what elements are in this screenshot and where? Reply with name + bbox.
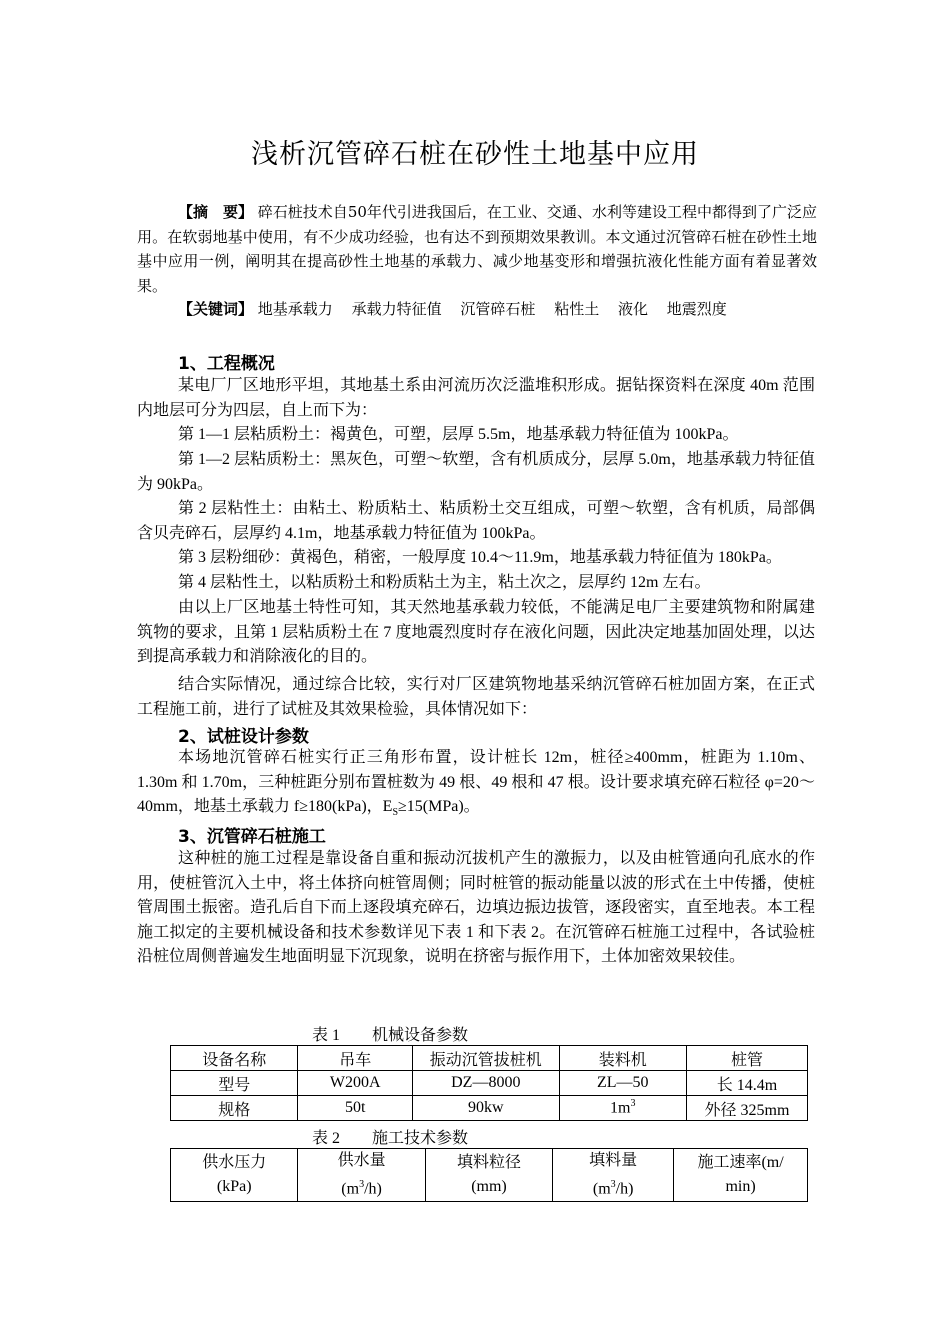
keyword: 粘性土 [554, 300, 600, 318]
paragraph: 第 4 层粘性土，以粘质粉土和粉质粘土为主，粘土次之，层厚约 12m 左右。 [178, 574, 711, 591]
paragraph-text: 本场地沉管碎石桩实行正三角形布置，设计桩长 12m，桩径≥400mm，桩距为 1.10m、1.30m 和 1.70m，三种桩距分别布置桩数为 49 根、49 根和 47 根。设计要求填充碎石粒径 φ=20～40mm，地基土承载力 f≥180(kPa)，E [137, 749, 815, 816]
cell-line: 供水量 [337, 1152, 386, 1169]
cell-line: 施工速率(m/ [697, 1154, 784, 1172]
cell-line: (mm) [471, 1178, 507, 1196]
table-caption: 表 2 施工技术参数 [312, 1130, 469, 1147]
table-cell: DZ—8000 [413, 1071, 560, 1096]
table-cell [674, 1149, 808, 1202]
cell-line [553, 1173, 673, 1201]
abstract-label: 【摘 要】 [178, 203, 254, 221]
keyword: 地基承载力 [257, 300, 333, 318]
section-heading: 1、工程概况 [178, 354, 275, 374]
paragraph: 第 1—1 层粘质粉土：褐黄色，可塑，层厚 5.5m，地基承载力特征值为 100kPa。 [178, 426, 739, 443]
paragraph: 第 3 层粉细砂：黄褐色，稍密，一般厚度 10.4～11.9m，地基承载力特征值为 180kPa。 [178, 549, 782, 566]
table-row [171, 1071, 808, 1096]
paragraph: 某电厂厂区地形平坦，其地基土系由河流历次泛滥堆积形成。据钻探资料在深度 40m 范围内地层可分为四层，自上而下为： [137, 377, 815, 419]
table-cell [298, 1149, 425, 1202]
keywords-line [178, 298, 741, 319]
cell-text: (m [341, 1180, 360, 1198]
keyword: 液化 [617, 300, 648, 318]
paragraph: 这种桩的施工过程是靠设备自重和振动沉拔机产生的激振力，以及由桩管通向孔底水的作用，使桩管沉入土中，将土体挤向桩管周侧；同时桩管的振动能量以波的形式在土中传播，使桩管周围土振密。造孔后自下而上逐段填充碎石，边填边振边拔管，逐段密实，直至地表。本工程施工拟定的主要机械设备和技术参数详见下表 1 和下表 2。在沉管碎石桩施工过程中，各试验桩沿桩位周侧普遍发生地面明显下沉现象，说明在挤密与振作用下，土体加密效果较佳。 [137, 850, 815, 966]
keywords-label: 【关键词】 [178, 300, 254, 318]
superscript: 3 [610, 1179, 616, 1190]
paragraph-text: ≥15(MPa)。 [398, 798, 480, 816]
cell-line: (kPa) [216, 1178, 252, 1196]
table-cell: W200A [298, 1071, 413, 1096]
table-cell: 规格 [171, 1096, 298, 1121]
superscript: 3 [630, 1098, 636, 1110]
table-cell: 设备名称 [171, 1046, 298, 1071]
cell-text: 1m [610, 1099, 631, 1117]
table-cell [559, 1096, 686, 1121]
paragraph: 第 1—2 层粘质粉土：黑灰色，可塑～软塑，含有机质成分，层厚 5.0m，地基承载力特征值为 90kPa。 [137, 451, 815, 493]
cell-line: 供水压力 [202, 1154, 267, 1172]
table-cell: 振动沉管拔桩机 [413, 1046, 560, 1071]
table-cell: ZL—50 [559, 1071, 686, 1096]
abstract-text: 碎石桩技术自50年代引进我国后，在工业、交通、水利等建设工程中都得到了广泛应用。在软弱地基中使用，有不少成功经验，也有达不到预期效果教训。本文通过沉管碎石桩在砂性土地基中应用一例，阐明其在提高砂性土地基的承载力、减少地基变形和增强抗液化性能方面有着显著效果。 [137, 203, 817, 295]
keyword: 承载力特征值 [351, 300, 442, 318]
abstract-paragraph [137, 200, 817, 298]
table-cell: 装料机 [559, 1046, 686, 1071]
construction-params-table [170, 1148, 808, 1202]
cell-text: (m [592, 1180, 611, 1198]
table-row [171, 1096, 808, 1121]
table-cell: 90kw [413, 1096, 560, 1121]
equipment-table [170, 1045, 808, 1121]
cell-line: min) [725, 1178, 756, 1196]
table-cell [425, 1149, 552, 1202]
paragraph: 第 2 层粘性土：由粘土、粉质粘土、粘质粉土交互组成，可塑～软塑，含有机质，局部偶含贝壳碎石，层厚约 4.1m，地基承载力特征值为 100kPa。 [137, 500, 815, 542]
table-cell [553, 1149, 674, 1202]
table-row [171, 1046, 808, 1071]
table-cell: 长 14.4m [686, 1071, 807, 1096]
table-cell [171, 1149, 298, 1202]
table-cell: 桩管 [686, 1046, 807, 1071]
cell-line: 填料量 [589, 1152, 638, 1169]
table-cell: 外径 325mm [686, 1096, 807, 1121]
cell-line: 填料粒径 [456, 1154, 521, 1172]
paragraph [137, 746, 815, 826]
section-heading: 3、沉管碎石桩施工 [178, 827, 326, 847]
table-cell: 50t [298, 1096, 413, 1121]
cell-text: /h) [615, 1180, 634, 1198]
paragraph: 结合实际情况，通过综合比较，实行对厂区建筑物地基采纳沉管碎石桩加固方案，在正式工程施工前，进行了试桩及其效果检验，具体情况如下： [137, 676, 815, 718]
table-caption: 表 1 机械设备参数 [312, 1027, 469, 1044]
cell-text: /h) [364, 1180, 382, 1198]
subscript: S [392, 807, 398, 819]
keyword: 沉管碎石桩 [460, 300, 536, 318]
keyword: 地震烈度 [666, 300, 727, 318]
page-title: 浅析沉管碎石桩在砂性土地基中应用 [251, 139, 699, 170]
table-cell: 吊车 [298, 1046, 413, 1071]
superscript: 3 [359, 1179, 365, 1190]
paragraph: 由以上厂区地基土特性可知，其天然地基承载力较低，不能满足电厂主要建筑物和附属建筑物的要求，且第 1 层粘质粉土在 7 度地震烈度时存在液化问题，因此决定地基加固处理，以达到提高承载力和消除液化的目的。 [137, 599, 815, 666]
cell-line [298, 1173, 424, 1201]
table-cell: 型号 [171, 1071, 298, 1096]
table-row [171, 1149, 808, 1202]
section-heading: 2、试桩设计参数 [178, 727, 309, 747]
